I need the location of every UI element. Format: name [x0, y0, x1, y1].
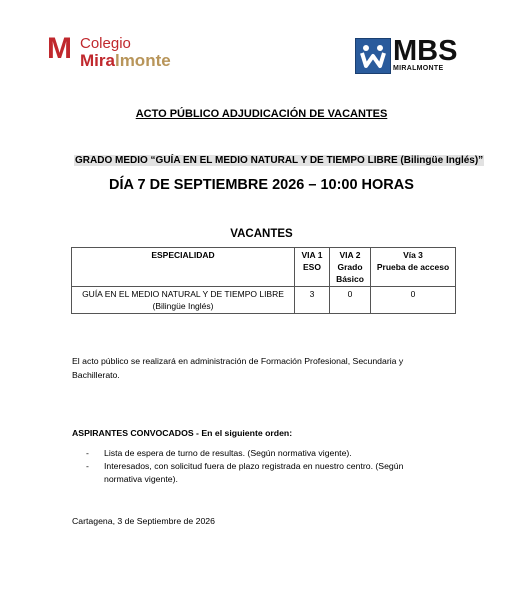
header-via2: VIA 2 Grado Básico — [330, 248, 371, 287]
lugar-paragraph: El acto público se realizará en administración de Formación Profesional, Secundaria y Bachillerato. — [72, 356, 404, 380]
list-item — [86, 460, 426, 486]
mbs-logo — [355, 35, 473, 74]
header-via3: Vía 3 Prueba de acceso — [371, 248, 456, 287]
list-item-text: Lista de espera de turno de resultas. (Según normativa vigente). — [104, 448, 352, 458]
aspirantes-list — [86, 447, 426, 486]
table-header-row — [72, 248, 456, 287]
cell-via2: 0 — [330, 287, 371, 314]
header-via1: VIA 1 ESO — [295, 248, 330, 287]
fecha-acto: DÍA 7 DE SEPTIEMBRE 2026 – 10:00 HORAS — [109, 177, 414, 193]
logo-m-icon: M — [47, 32, 72, 65]
cell-via3: 0 — [371, 287, 456, 314]
aspirantes-heading: ASPIRANTES CONVOCADOS - En el siguiente orden: — [72, 428, 293, 438]
logo-line1: Colegio — [80, 35, 131, 52]
list-item-text: Interesados, con solicitud fuera de plazo registrada en nuestro centro. (Según normativa vigente). — [104, 461, 404, 484]
mbs-logo-subtext: MIRALMONTE — [393, 65, 444, 72]
cell-especialidad: GUÍA EN EL MEDIO NATURAL Y DE TIEMPO LIBRE (Bilingüe Inglés) — [72, 287, 295, 314]
list-marker: - — [86, 448, 89, 458]
vacantes-heading: VACANTES — [230, 228, 293, 240]
logo-line2 — [80, 52, 171, 70]
vacantes-table — [71, 247, 456, 314]
mbs-logo-text: MBS — [393, 35, 458, 67]
logo-line2-tan: lmonte — [114, 51, 171, 70]
logo-line2-red: Mira — [80, 51, 115, 70]
colegio-miralmonte-logo — [47, 28, 197, 72]
table-row — [72, 287, 456, 314]
firma-fecha: Cartagena, 3 de Septiembre de 2026 — [72, 516, 215, 526]
document-title: ACTO PÚBLICO ADJUDICACIÓN DE VACANTES — [135, 108, 388, 120]
grado-heading: GRADO MEDIO “GUÍA EN EL MEDIO NATURAL Y DE TIEMPO LIBRE (Bilingüe Inglés)” — [75, 155, 484, 166]
list-marker: - — [86, 461, 89, 471]
cell-via1: 3 — [295, 287, 330, 314]
list-item — [86, 447, 426, 460]
header-especialidad: ESPECIALIDAD — [72, 248, 295, 287]
mbs-emblem-icon — [355, 38, 391, 74]
